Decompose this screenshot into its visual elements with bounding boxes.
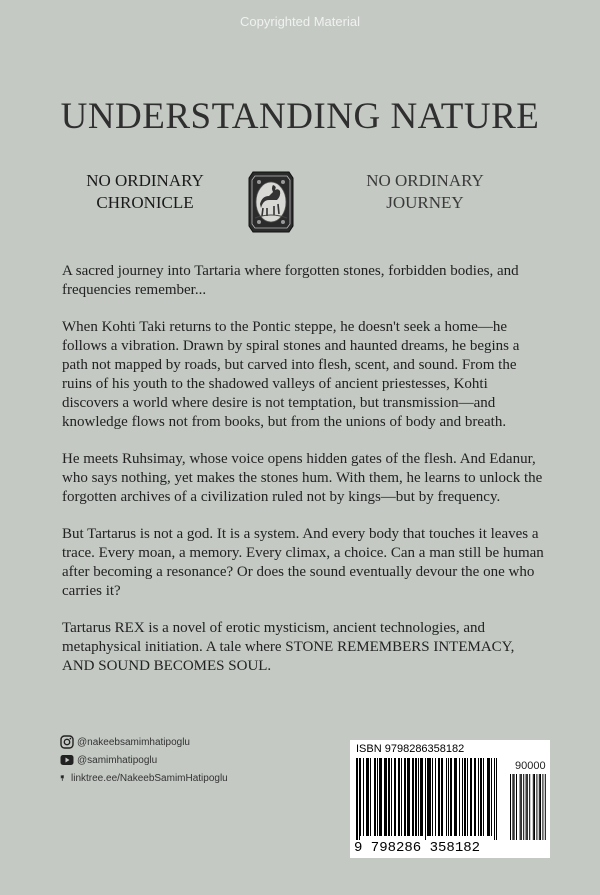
barcode-bar [442,758,443,836]
barcode-bar [360,758,361,836]
linktree-icon [60,771,68,785]
price-bar [520,774,521,840]
barcode-bar [408,758,409,836]
barcode-bar [494,758,495,840]
isbn-label: ISBN 9798286358182 [356,743,465,755]
price-bar [533,774,534,840]
barcode-bar [459,758,460,836]
barcode-bar [488,758,489,836]
youtube-link[interactable] [60,751,228,769]
isbn-barcode-box [350,740,550,858]
barcode-bar [415,758,416,836]
price-bar [534,774,535,840]
price-bar [542,774,543,840]
barcode-bar [384,758,385,836]
barcode-bar [425,758,426,840]
barcode-digits: 9 798286 358182 [354,840,481,856]
barcode-bar [427,758,428,836]
blurb-paragraph: He meets Ruhsimay, whose voice opens hidden gates of the flesh. And Edanur, who says nothing, yet makes the stones hum. With them, he learns to unlock the forgotten archives of a civilization ruled not by kings—but by frequency. [62,451,543,505]
blurb-paragraph: But Tartarus is not a god. It is a system. And every body that touches it leaves a trace. Every moan, a memory. Every climax, a choice. Can a man still be human after becoming a resonance? Or does the sound eventually devour the one who carries it? [62,526,544,599]
instagram-link[interactable] [60,733,228,751]
price-bar [527,774,528,840]
barcode-bar [394,758,395,836]
barcode-bar [435,758,436,836]
barcode-bar [432,758,433,836]
barcode-bar [368,758,369,836]
barcode-bar [438,758,439,836]
barcode-bar [489,758,490,836]
barcode-bar [451,758,452,836]
barcode-bar [422,758,423,836]
barcode-bar [359,758,360,840]
subtitle-left: NO ORDINARY CHRONICLE [86,171,204,212]
barcode-bar [478,758,479,836]
barcode-bar [439,758,440,836]
barcode-bar [462,758,463,836]
barcode-bar [391,758,392,836]
price-bar [536,774,537,840]
barcode-bar [386,758,387,836]
linktree-url: linktree.ee/NakeebSamimHatipoglu [71,772,228,784]
blurb-paragraph: A sacred journey into Tartaria where forgotten stones, forbidden bodies, and frequencies remember... [62,263,519,298]
barcode-bar [412,758,414,836]
instagram-handle: @nakeebsamimhatipoglu [77,736,190,748]
barcode-bar [399,758,400,836]
barcode-bar [471,758,472,836]
barcode-bar [481,758,482,836]
barcode-bar [475,758,476,836]
barcode-bar [454,758,455,836]
barcode-bar [375,758,376,836]
barcode-bar [416,758,417,836]
instagram-icon [60,735,74,749]
barcode-bar [456,758,457,836]
linktree-link[interactable] [60,769,228,787]
price-bar [521,774,522,840]
barcode-bar [398,758,399,836]
barcode-bar [487,758,488,836]
barcode-bar [374,758,375,836]
barcode-bar [428,758,430,836]
barcode-bar [455,758,456,836]
price-bar [514,774,515,840]
barcode-bar [446,758,447,836]
barcode-bar [409,758,410,836]
barcode-bar [450,758,451,836]
price-bar [526,774,527,840]
barcode-bar [367,758,368,836]
price-bar [510,774,511,840]
youtube-handle: @samimhatipoglu [77,754,158,766]
price-bar [516,774,517,840]
barcode-bar [470,758,471,836]
barcode-bar [407,758,408,836]
cover-title: UNDERSTANDING NATURE [60,96,540,137]
goat-emblem-icon [247,170,295,234]
barcode-bar [363,758,364,836]
barcode-bar [420,758,422,836]
barcode-bar [379,758,380,836]
youtube-icon [60,753,74,767]
barcode-bar [464,758,465,836]
price-bar [529,774,530,840]
barcode-bar [385,758,386,836]
copyright-watermark: Copyrighted Material [240,14,360,29]
barcode-bar [491,758,492,836]
barcode-bar [465,758,466,836]
barcode-icon [350,740,550,840]
barcode-bar [388,758,390,836]
barcode-bar [496,758,497,840]
price-code: 90000 [515,760,546,772]
barcode-bar [380,758,382,836]
barcode-bar [448,758,449,836]
barcode-bar [467,758,468,836]
subtitle-right: NO ORDINARY JOURNEY [366,171,484,212]
price-bar [523,774,524,840]
price-bar [545,774,546,840]
blurb-paragraph: Tartarus REX is a novel of erotic mysticism, ancient technologies, and metaphysical initiation. A tale where STONE REMEMBERS INTEMACY, AND SOUND BECOMES SOUL. [62,620,515,674]
barcode-bar [441,758,442,836]
price-bar [540,774,541,840]
barcode-bar [370,758,371,836]
barcode-bar [483,758,484,836]
barcode-bar [356,758,358,840]
barcode-bar [401,758,402,836]
barcode-bar [418,758,419,836]
blurb-paragraph: When Kohti Taki returns to the Pontic steppe, he doesn't seek a home—he follows a vibration. Drawn by spiral stones and haunted dreams, he begins a path not mapped by roads, but carved into flesh, scent, and sound. From the ruins of his youth to the shadowed valleys of ancient priestesses, Kohti discovers a world where desire is not temptation, but transmission—and knowledge flows not from books, but from the unions of body and breath. [62,319,520,430]
social-links [60,733,228,787]
barcode-bar [430,758,431,836]
barcode-bar [366,758,367,836]
barcode-bar [480,758,481,836]
barcode-bar [377,758,378,836]
blurb-text [62,262,546,694]
price-bar [512,774,513,840]
barcode-bar [404,758,406,836]
barcode-bar [395,758,396,836]
barcode-bar [474,758,475,836]
price-bar [539,774,540,840]
